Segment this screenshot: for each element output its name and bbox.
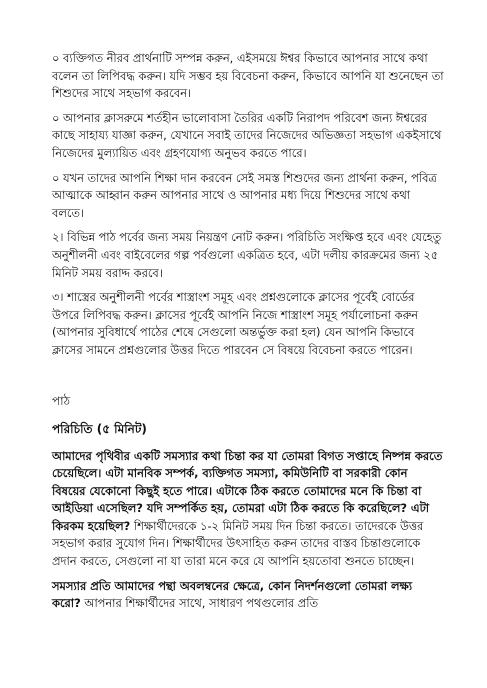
- timing-instruction: ২। বিভিন্ন পাঠ পর্বের জন্য সময় নিয়ন্ত্রণ নোট করুন। পরিচিতি সংক্ষিপ্ত হবে এবং যেহেতু অনুশীলনী এবং বাইবেলের গল্প পর্বগুলো একত্রিত হবে, এটা দলীয় কারক্রমের জন্য ২৫ মিনিট সময় বরাদ্দ করবে।: [52, 230, 442, 280]
- section-title: পাঠ: [52, 393, 71, 408]
- pattern-guidance: আপনার শিক্ষার্থীদের সাথে, সাধারণ পথগুলোর প্রতি: [80, 596, 319, 611]
- pattern-paragraph: [52, 578, 444, 613]
- prayer-instruction-1: ০ ব্যক্তিগত নীরব প্রার্থনাটি সম্পন্ন করুন, এইসময়ে ঈশ্বর কিভাবে আপনার সাথে কথা বলেন তা লিপিবদ্ধ করুন। যদি সম্ভব হয় বিবেচনা করুন, কিভাবে আপনি যা শুনেছেন তা শিশুদের সাথে সহভাগ করবেন।: [52, 51, 444, 101]
- prayer-instruction-2: ০ আপনার ক্লাসরুমে শর্তহীন ভালোবাসা তৈরির একটি নিরাপদ পরিবেশ জন্য ঈশ্বরের কাছে সাহায্য যাজ্ঞা করুন, যেখানে সবাই তাদের নিজেদের অভিজ্ঞতা সহভাগ একইসাথে নিজেদের মুল্যায়িত এবং গ্রহণযোগ্য অনুভব করতে পারে।: [52, 110, 442, 160]
- introduction-question: আমাদের পৃথিবীর একটি সমস্যার কথা চিন্তা কর যা তোমরা বিগত সপ্তাহে নিষ্পন্ন করতে চেয়েছিলে। এটা মানবিক সম্পর্ক, ব্যক্তিগত সমস্যা, কমিউনিটি বা সরকারী কোন বিষয়ের যেকোনো কিছুই হতে পারে। এটাকে ঠিক করতে তোমাদের মনে কি চিন্তা বা আইডিয়া এসেছিল? যদি সম্পর্কিত হয়, তোমরা এটা ঠিক করতে কি করেছিলে? এটা কিরকম হয়েছিল?: [52, 448, 443, 533]
- prayer-instruction-3: ০ যখন তাদের আপনি শিক্ষা দান করবেন সেই সমস্ত শিশুদের জন্য প্রার্থনা করুন, পবিত্র আত্মাকে আহ্বান করুন আপনার সাথে ও আপনার মধ্য দিয়ে শিশুদের সাথে কথা বলতে।: [52, 170, 437, 220]
- scripture-instruction: ৩। শাস্ত্রের অনুশীলনী পর্বের শাস্ত্রাংশ সমূহ এবং প্রশ্নগুলোকে ক্লাসের পূর্বেই বোর্ডের উপরে লিপিবদ্ধ করুন। ক্লাসের পূর্বেই আপনি নিজে শাস্ত্রাংশ সমূহ পর্যালোচনা করুন (আপনার সুবিধার্থে পাঠের শেষে সেগুলো অন্তর্ভুক্ত করা হল) যেন আপনি কিভাবে ক্লাসের সামনে প্রশ্নগুলোর উত্তর দিতে পারবেন সে বিষয়ে বিবেচনা করতে পারেন।: [52, 290, 419, 357]
- introduction-guidance: শিক্ষার্থীদেরকে ১-২ মিনিট সময় দিন চিন্তা করতে। তাদেরকে উত্তর সহভাগ করার সুযোগ দিন। শিক্ষার্থীদের উৎসাহিত করুন তাদের বাস্তব চিন্তাগুলোকে প্রদান করতে, সেগুলো না যা তারা মনে করে যে আপনি হয়তোবা শুনতে চাচ্ছেন।: [52, 518, 424, 569]
- document-page: [52, 50, 444, 613]
- pattern-question: সমস্যার প্রতি আমাদের পন্থা অবলম্বনের ক্ষেত্রে, কোন নিদর্শনগুলো তোমরা লক্ষ্য করো?: [52, 578, 413, 611]
- subsection-title: পরিচিতি (৫ মিনিট): [52, 421, 147, 436]
- introduction-paragraph: [52, 448, 444, 571]
